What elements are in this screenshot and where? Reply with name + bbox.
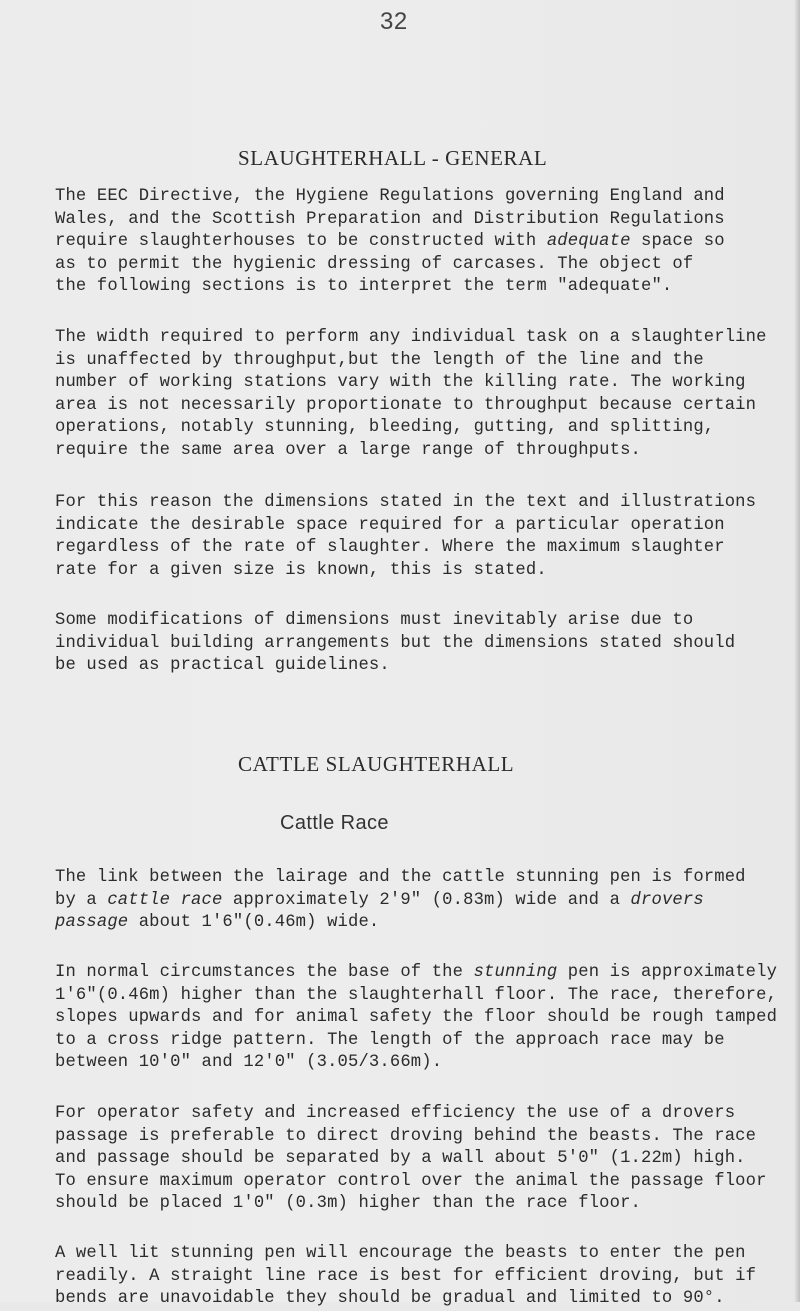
text-segment: pen is approximately [557, 963, 778, 982]
text-segment: require slaughterhouses to be constructed with [55, 232, 547, 251]
italic-term: drovers [630, 890, 704, 910]
text-line: between 10'0" and 12'0" (3.05/3.66m). [55, 1053, 443, 1072]
paragraph-cattle-race [55, 867, 795, 935]
text-segment: In normal circumstances the base of the [55, 963, 474, 982]
text-line: To ensure maximum operator control over the animal the passage floor [55, 1171, 767, 1191]
text-line [55, 962, 795, 985]
text-line: rate for a given size is known, this is stated. [55, 560, 547, 580]
text-line: slopes upwards and for animal safety the floor should be rough tamped [55, 1008, 778, 1027]
text-line: The width required to perform any individual task on a slaughterline [55, 328, 767, 347]
italic-term: stunning [473, 963, 558, 982]
text-line: number of working stations vary with the killing rate. The working [55, 373, 746, 392]
text-segment: approximately 2'9" (0.83m) wide and a [222, 890, 631, 910]
text-line: readily. A straight line race is best for efficient droving, but if [55, 1266, 757, 1286]
italic-term: adequate [546, 232, 631, 251]
text-line: passage is preferable to direct droving behind the beasts. The race [55, 1126, 757, 1146]
text-line [55, 231, 795, 254]
text-line: require the same area over a large range of throughputs. [55, 440, 641, 460]
text-line: bends are unavoidable they should be gradual and limited to 90°. [55, 1289, 725, 1308]
text-line: to a cross ridge pattern. The length of the approach race may be [55, 1030, 725, 1050]
paragraph-dimensions [55, 492, 795, 582]
text-line: and passage should be separated by a wall about 5'0" (1.22m) high. [55, 1149, 746, 1168]
paragraph-stunning-pen [55, 962, 795, 1075]
section-heading-cattle: CATTLE SLAUGHTERHALL [238, 752, 515, 776]
paragraph-modifications [55, 610, 795, 678]
text-segment: by a [55, 890, 108, 910]
subheading-cattle-race: Cattle Race [280, 812, 389, 834]
text-line [55, 890, 795, 913]
italic-term: passage [55, 913, 129, 932]
text-line: Some modifications of dimensions must inevitably arise due to [55, 611, 694, 630]
paragraph-operator-safety [55, 1103, 795, 1216]
text-line: The EEC Directive, the Hygiene Regulations governing England and [55, 187, 725, 206]
text-line [55, 912, 795, 935]
page-number: 32 [380, 8, 408, 35]
text-line: 1'6"(0.46m) higher than the slaughterhall floor. The race, therefore, [55, 985, 778, 1005]
text-line: should be placed 1'0" (0.3m) higher than the race floor. [55, 1194, 641, 1213]
text-line: regardless of the rate of slaughter. Where the maximum slaughter [55, 538, 725, 557]
paragraph-well-lit-pen [55, 1243, 795, 1311]
text-line: individual building arrangements but the dimensions stated should [55, 633, 736, 653]
text-line: as to permit the hygienic dressing of carcases. The object of [55, 254, 694, 274]
text-segment: about 1'6"(0.46m) wide. [128, 913, 380, 932]
paragraph-width [55, 327, 795, 462]
text-line: For this reason the dimensions stated in the text and illustrations [55, 493, 757, 512]
text-line: A well lit stunning pen will encourage the beasts to enter the pen [55, 1244, 746, 1263]
page-edge-shadow [794, 0, 800, 1302]
paragraph-intro [55, 186, 795, 299]
text-line: area is not necessarily proportionate to throughput because certain [55, 395, 757, 415]
italic-term: cattle race [107, 890, 223, 910]
text-line: the following sections is to interpret the term "adequate". [55, 277, 673, 296]
text-line: The link between the lairage and the cattle stunning pen is formed [55, 868, 746, 887]
text-line: be used as practical guidelines. [55, 656, 390, 675]
text-line: Wales, and the Scottish Preparation and Distribution Regulations [55, 209, 725, 229]
text-line: operations, notably stunning, bleeding, gutting, and splitting, [55, 418, 715, 437]
text-line: For operator safety and increased efficiency the use of a drovers [55, 1104, 736, 1123]
section-heading-general: SLAUGHTERHALL - GENERAL [238, 146, 548, 170]
text-line: indicate the desirable space required for a particular operation [55, 515, 725, 535]
text-segment: space so [630, 232, 725, 251]
text-line: is unaffected by throughput,but the length of the line and the [55, 350, 704, 370]
